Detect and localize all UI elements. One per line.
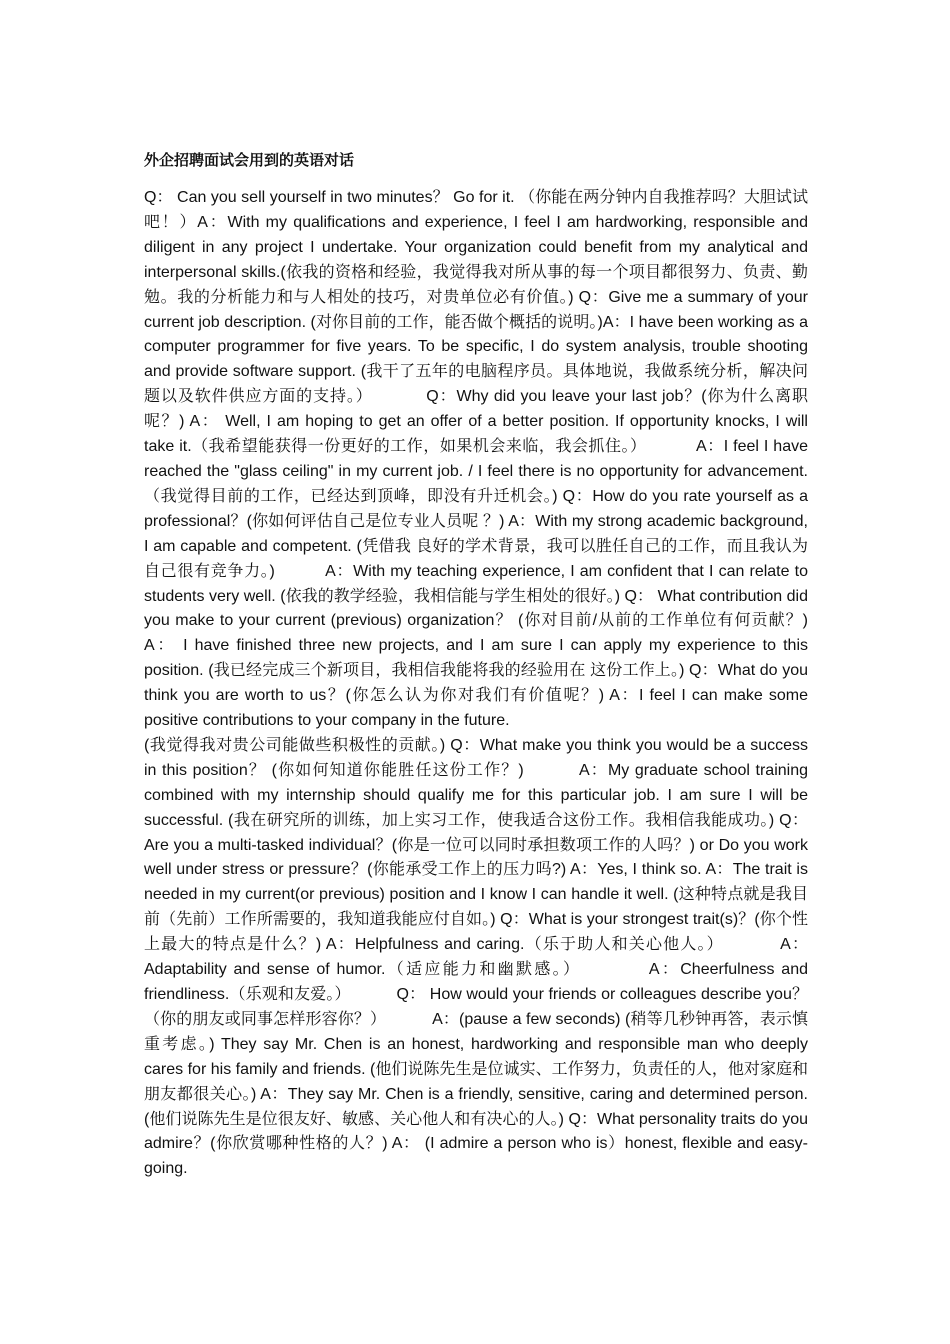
body-paragraph: (我觉得我对贵公司能做些积极性的贡献。) Q：What make you think you would be a success in this position？ (你如何知道你能胜任这份工作？) A：My graduate school training combined with my internship should qualify me for this particular job. I am sure I will be successful. (我在研究所的训练，加上实习工作，使我适合这份工作。我相信我能成功。) Q：Are you a multi-tasked individual？(你是一位可以同时承担数项工作的人吗？) or Do you work well under stress or pressure？(你能承受工作上的压力吗?) A：Yes, I think so. A：The trait is needed in my current(or previous) position and I know I can handle it well. (这种特点就是我目前（先前）工作所需要的，我知道我能应付自如。) Q：What is your strongest trait(s)？(你个性上最大的特点是什么？) A：Helpfulness and caring.（乐于助人和关心他人。） A：Adaptability and sense of humor.（适应能力和幽默感。） A：Cheerfulness and friendliness.（乐观和友爱。） Q： How would your friends or colleagues describe you？ （你的朋友或同事怎样形容你？） A：(pause a few seconds) (稍等几秒钟再答，表示慎重考虑。) They say Mr. Chen is an honest, hardworking and responsible man who deeply cares for his family and friends. (他们说陈先生是位诚实、工作努力，负责任的人，他对家庭和朋友都很关心。) A：They say Mr. Chen is a friendly, sensitive, caring and determined person. (他们说陈先生是位很友好、敏感、关心他人和有决心的人。) Q：What personality traits do you admire？(你欣赏哪种性格的人？) A： (I admire a person who is）honest, flexible and easy-going. (144, 736, 813, 1178)
document-body (144, 186, 813, 1182)
document-title: 外企招聘面试会用到的英语对话 (144, 151, 355, 169)
body-paragraph: Q： Can you sell yourself in two minutes？ Go for it. （你能在两分钟内自我推荐吗？大胆试试吧！）A：With my qualifications and experience, I feel I am hardworking, responsible and diligent in any project I undertake. Your organization could benefit from my analytical and interpersonal skills.(依我的资格和经验，我觉得我对所从事的每一个项目都很努力、负责、勤勉。我的分析能力和与人相处的技巧，对贵单位必有价值。) Q：Give me a summary of your current job description. (对你目前的工作，能否做个概括的说明。)A：I have been working as a computer programmer for five years. To be specific, I do system analysis, trouble shooting and provide software support. (我干了五年的电脑程序员。具体地说，我做系统分析，解决问题以及软件供应方面的支持。） Q：Why did you leave your last job？(你为什么离职呢？) A： Well, I am hoping to get an offer of a better position. If opportunity knocks, I will take it.（我希望能获得一份更好的工作，如果机会来临，我会抓住。） A：I feel I have reached the "glass ceiling" in my current job. / I feel there is no opportunity for advancement.（我觉得目前的工作，已经达到顶峰，即没有升迁机会。) Q：How do you rate yourself as a professional？(你如何评估自己是位专业人员呢 ？) A：With my strong academic background, I am capable and competent. (凭借我 良好的学术背景，我可以胜任自己的工作，而且我认为自己很有竞争力。) A：With my teaching experience, I am confident that I can relate to students very well. (依我的教学经验，我相信能与学生相处的很好。) Q： What contribution did you make to your current (previous) organization？ (你对目前/从前的工作单位有何贡献？) A： I have finished three new projects, and I am sure I can apply my experience to this position. (我已经完成三个新项目，我相信我能将我的经验用在 这份工作上。) Q：What do you think you are worth to us？(你怎么认为你对我们有价值呢？) A：I feel I can make some positive contributions to your company in the future. (144, 189, 813, 730)
